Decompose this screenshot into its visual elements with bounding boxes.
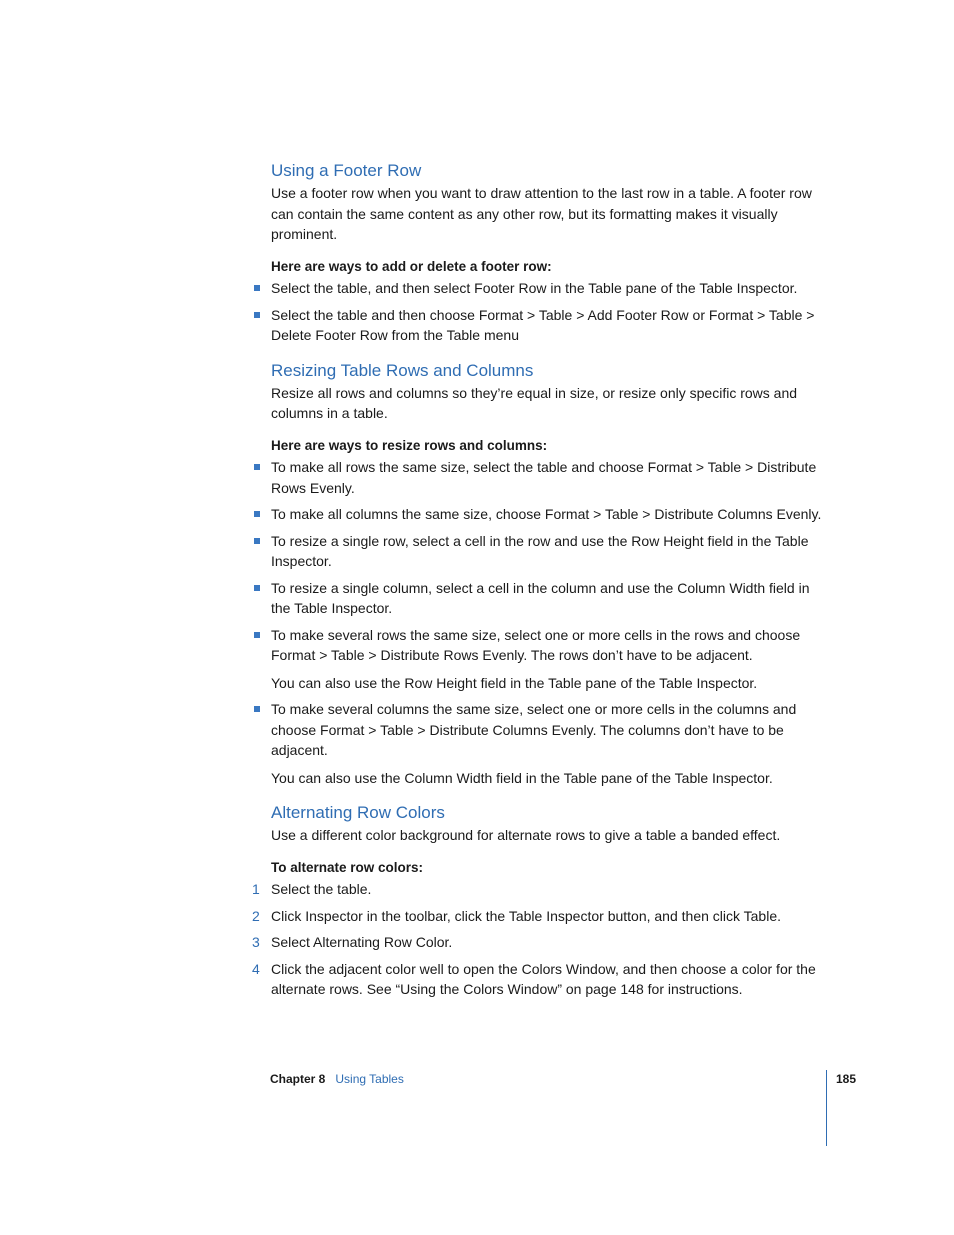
bullet-icon [254, 706, 260, 712]
footer-divider [826, 1070, 827, 1146]
step-text: Select Alternating Row Color. [271, 934, 453, 950]
step-text: Select the table. [271, 881, 372, 897]
bullet-icon [254, 585, 260, 591]
list-item [271, 699, 831, 788]
list-item [271, 457, 831, 498]
page-content [252, 160, 831, 1000]
chapter-label: Chapter 8 [270, 1072, 326, 1086]
list-item-text: To make all columns the same size, choose Format > Table > Distribute Columns Evenly. [271, 506, 822, 522]
list-lead: Here are ways to resize rows and columns: [271, 437, 548, 453]
section-footer-row [271, 160, 831, 346]
list-item-text: To resize a single column, select a cell in the column and use the Column Width field in the Table Inspector. [271, 579, 810, 616]
section-intro: Use a footer row when you want to draw attention to the last row in a table. A footer row can contain the same content as any other row, but its formatting makes it visually prominent. [271, 185, 812, 242]
section-alternating-colors [252, 802, 831, 1000]
steps-lead: To alternate row colors: [271, 859, 424, 875]
step-item [252, 932, 831, 953]
list-item [271, 278, 831, 299]
chapter-title: Using Tables [335, 1072, 404, 1086]
page-footer [270, 1072, 404, 1086]
section-heading: Using a Footer Row [271, 161, 422, 180]
step-number: 3 [252, 934, 260, 950]
bullet-icon [254, 538, 260, 544]
section-heading: Resizing Table Rows and Columns [271, 360, 534, 380]
list-item-note: You can also use the Column Width field in the Table pane of the Table Inspector. [271, 769, 773, 786]
list-item [271, 305, 831, 346]
step-text: Click the adjacent color well to open the Colors Window, and then choose a color for the alternate rows. See “Using the Colors Window” on page 148 for instructions. [271, 960, 816, 997]
list-item [271, 625, 831, 694]
step-text: Click Inspector in the toolbar, click the Table Inspector button, and then click Table. [271, 907, 781, 924]
step-number: 1 [252, 881, 260, 897]
step-item [252, 906, 831, 927]
bullet-icon [254, 464, 260, 470]
bullet-list [271, 278, 831, 346]
step-number: 4 [252, 960, 260, 977]
section-intro: Resize all rows and columns so they’re equal in size, or resize only specific rows and columns in a table. [271, 384, 798, 421]
list-item-text: Select the table, and then select Footer Row in the Table pane of the Table Inspector. [271, 280, 798, 296]
section-resizing [271, 360, 831, 789]
list-item-text: To make several rows the same size, select one or more cells in the rows and choose Format > Table > Distribute Rows Evenly. The rows don’t have to be adjacent. [271, 626, 801, 663]
section-intro: Use a different color background for alternate rows to give a table a banded effect. [271, 827, 781, 843]
page-number: 185 [836, 1072, 857, 1086]
list-item-text: Select the table and then choose Format > Table > Add Footer Row or Format > Table > Delete Footer Row from the Table menu [271, 306, 815, 343]
bullet-list [271, 457, 831, 788]
list-item-text: To make all rows the same size, select the table and choose Format > Table > Distribute Rows Evenly. [271, 459, 817, 496]
step-item [252, 879, 831, 900]
section-heading: Alternating Row Colors [271, 803, 445, 822]
bullet-icon [254, 312, 260, 318]
list-item-note: You can also use the Row Height field in the Table pane of the Table Inspector. [271, 674, 758, 691]
list-item-text: To make several columns the same size, select one or more cells in the columns and choose Format > Table > Distribute Columns Evenly. The columns don’t have to be adjacent. [271, 701, 797, 758]
bullet-icon [254, 632, 260, 638]
list-item [271, 578, 831, 619]
bullet-icon [254, 511, 260, 517]
list-item [271, 531, 831, 572]
list-item [271, 504, 831, 525]
list-lead: Here are ways to add or delete a footer row: [271, 258, 552, 274]
list-item-text: To resize a single row, select a cell in the row and use the Row Height field in the Table Inspector. [271, 532, 809, 569]
step-item [252, 959, 831, 1000]
step-number: 2 [252, 907, 260, 924]
bullet-icon [254, 285, 260, 291]
steps-list [252, 879, 831, 1000]
